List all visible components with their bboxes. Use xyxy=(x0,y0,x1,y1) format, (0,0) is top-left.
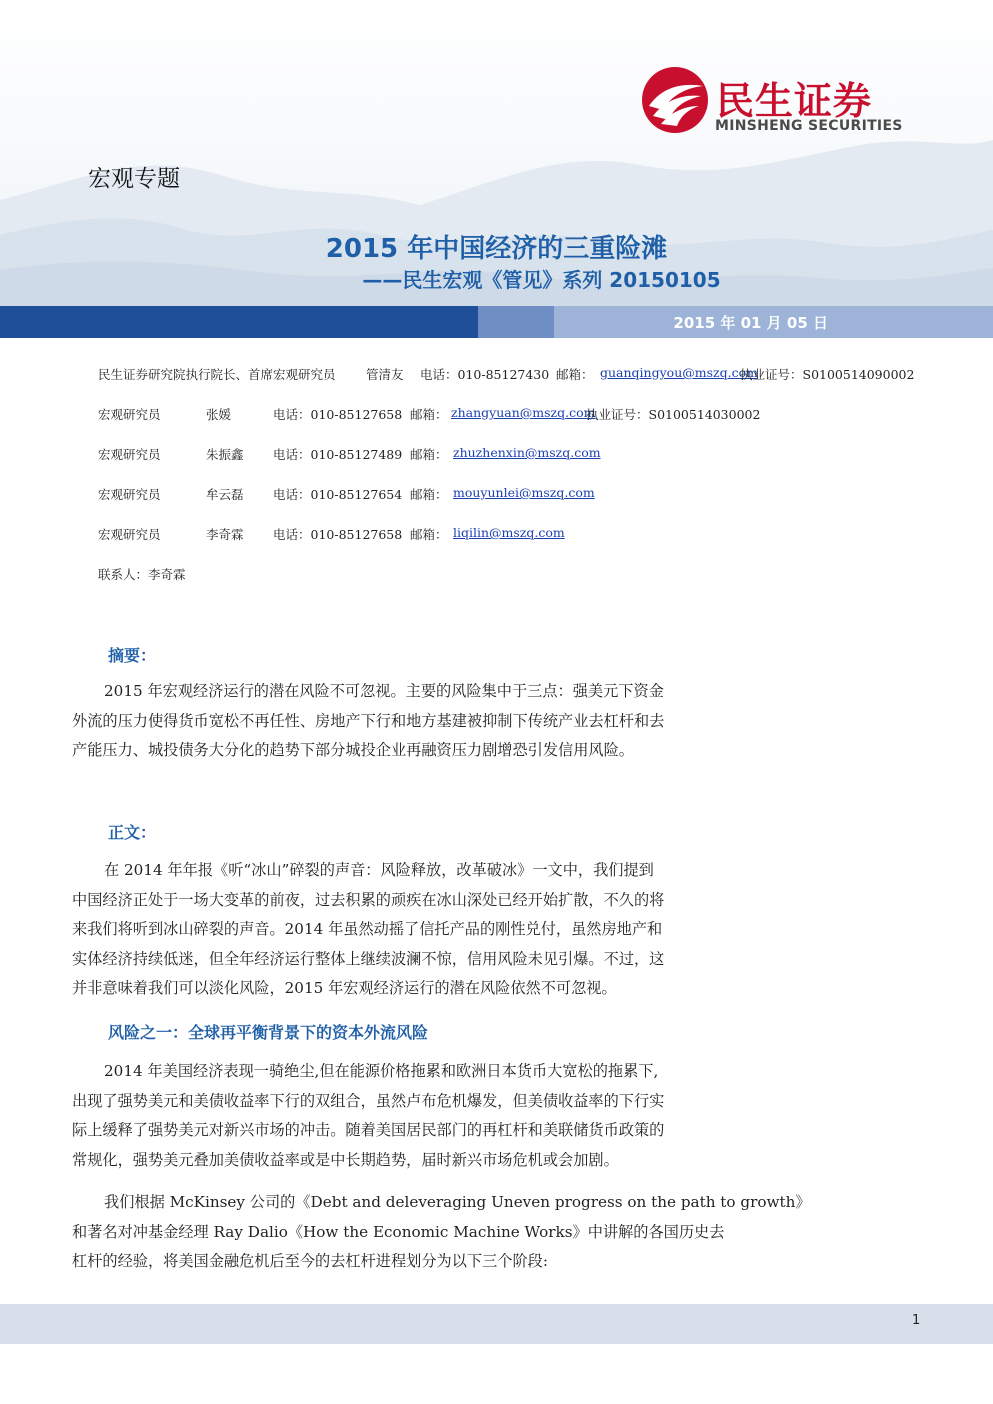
contact-name: 牟云磊 xyxy=(206,487,244,502)
contact-name: 朱振鑫 xyxy=(206,447,244,462)
contact-role: 宏观研究员 xyxy=(98,447,161,462)
risk1-paragraph-1 xyxy=(72,1057,748,1175)
brand-name-cn: 民生证券 xyxy=(716,79,873,123)
footer-band xyxy=(0,1304,993,1344)
text-line: 实体经济持续低迷，但全年经济运行整体上继续波澜不惊，信用风险未见引爆。不过，这 xyxy=(72,949,665,968)
text-line: 2015 年宏观经济运行的潜在风险不可忽视。主要的风险集中于三点：强美元下资金 xyxy=(104,682,664,700)
abstract-paragraph xyxy=(72,677,748,766)
contact-phone: 电话：010-85127430 xyxy=(420,367,550,382)
report-subtitle: ——民生宏观《管见》系列 20150105 xyxy=(362,268,721,292)
contact-role: 宏观研究员 xyxy=(98,407,161,422)
brand-name-en: MINSHENG SECURITIES xyxy=(715,118,903,134)
contact-email-link[interactable]: guanqingyou@mszq.com xyxy=(600,365,758,380)
contact-email-label: 邮箱： xyxy=(556,367,594,382)
text-line: 来我们将听到冰山碎裂的声音。2014 年虽然动摇了信托产品的刚性兑付，虽然房地产和 xyxy=(72,920,663,938)
text-line: 2014 年美国经济表现一骑绝尘,但在能源价格拖累和欧洲日本货币大宽松的拖累下, xyxy=(104,1062,659,1080)
text-line: 产能压力、城投债务大分化的趋势下部分城投企业再融资压力剧增恐引发信用风险。 xyxy=(72,741,634,759)
text-line: 中国经济正处于一场大变革的前夜，过去积累的顽疾在冰山深处已经开始扩散，不久的将 xyxy=(72,890,665,909)
minsheng-logo-mark xyxy=(641,66,709,134)
text-line: 并非意味着我们可以淡化风险，2015 年宏观经济运行的潜在风险依然不可忽视。 xyxy=(72,979,617,997)
contact-email-link[interactable]: zhangyuan@mszq.com xyxy=(451,405,596,420)
contact-phone: 电话：010-85127489 xyxy=(273,447,403,462)
contact-email-link[interactable]: mouyunlei@mszq.com xyxy=(453,485,595,500)
risk1-paragraph-2 xyxy=(72,1188,811,1277)
contact-email-label: 邮箱： xyxy=(410,407,448,422)
contact-email-link[interactable]: liqilin@mszq.com xyxy=(453,525,565,540)
contact-email-label: 邮箱： xyxy=(410,447,448,462)
contact-name: 管清友 xyxy=(366,367,404,382)
body-paragraph xyxy=(72,856,748,1004)
text-line: 和著名对冲基金经理 Ray Dalio《How the Economic Machine Works》中讲解的各国历史去 xyxy=(72,1222,725,1241)
document-type-label: 宏观专题 xyxy=(88,166,180,192)
contact-role: 宏观研究员 xyxy=(98,487,161,502)
contact-phone: 电话：010-85127654 xyxy=(273,487,403,502)
contact-cert: 执业证号：S0100514090002 xyxy=(740,367,915,382)
body-heading: 正文： xyxy=(108,823,157,842)
risk1-heading: 风险之一：全球再平衡背景下的资本外流风险 xyxy=(108,1023,429,1042)
page-number: 1 xyxy=(912,1313,921,1328)
text-line: 际上缓释了强势美元对新兴市场的冲击。随着美国居民部门的再杠杆和美联储货币政策的 xyxy=(72,1121,665,1139)
text-line: 外流的压力使得货币宽松不再任性、房地产下行和地方基建被抑制下传统产业去杠杆和去 xyxy=(72,711,665,730)
contact-email-label: 邮箱： xyxy=(410,487,448,502)
contact-cert: 执业证号：S0100514030002 xyxy=(586,407,761,422)
abstract-heading: 摘要： xyxy=(108,646,157,665)
contact-name: 张媛 xyxy=(206,407,232,422)
text-line: 杠杆的经验，将美国金融危机后至今的去杠杆进程划分为以下三个阶段: xyxy=(72,1252,548,1270)
contact-phone: 电话：010-85127658 xyxy=(273,527,403,542)
text-line: 常规化，强势美元叠加美债收益率或是中长期趋势，届时新兴市场危机或会加剧。 xyxy=(72,1150,619,1169)
text-line: 我们根据 McKinsey 公司的《Debt and deleveraging Uneven progress on the path to growth》 xyxy=(104,1193,811,1211)
text-line: 出现了强势美元和美债收益率下行的双组合，虽然卢布危机爆发，但美债收益率的下行实 xyxy=(72,1091,665,1110)
contact-role: 宏观研究员 xyxy=(98,527,161,542)
text-line: 在 2014 年年报《听“冰山”碎裂的声音：风险释放，改革破冰》一文中，我们提到 xyxy=(104,861,654,879)
contact-name: 李奇霖 xyxy=(206,527,244,542)
contact-phone: 电话：010-85127658 xyxy=(273,407,403,422)
contact-email-label: 邮箱： xyxy=(410,527,448,542)
contact-role: 民生证券研究院执行院长、首席宏观研究员 xyxy=(98,367,336,382)
contact-email-link[interactable]: zhuzhenxin@mszq.com xyxy=(453,445,601,460)
report-title: 2015 年中国经济的三重险滩 xyxy=(325,234,668,264)
report-date: 2015 年 01 月 05 日 xyxy=(673,314,828,332)
liaison: 联系人：李奇霖 xyxy=(98,567,186,582)
date-banner xyxy=(0,306,993,338)
